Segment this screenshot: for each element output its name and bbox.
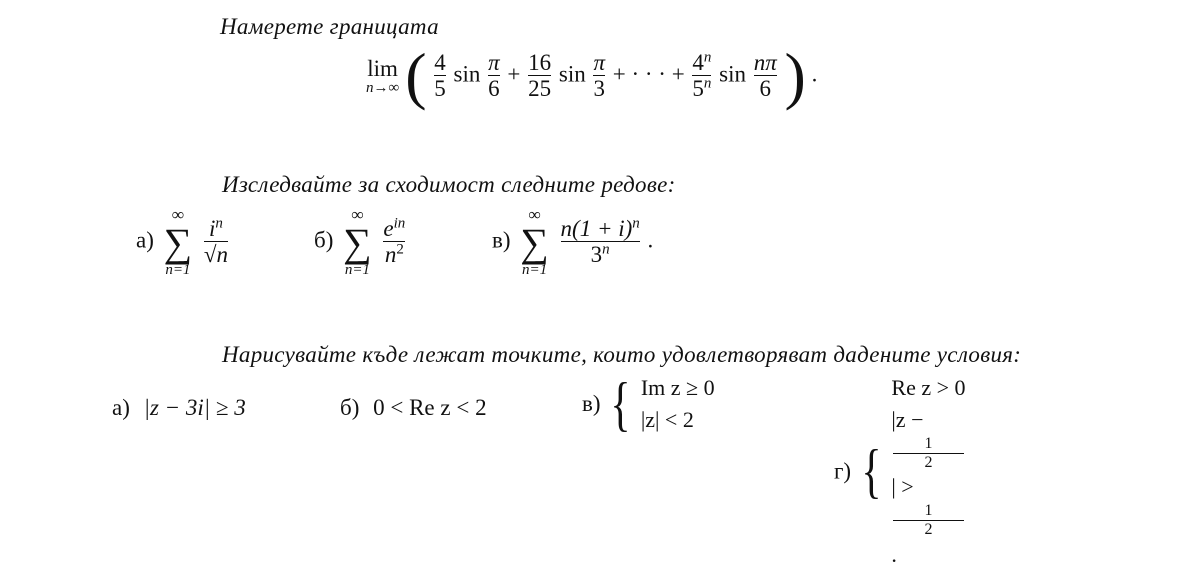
condition-d-label: г) bbox=[834, 458, 852, 484]
plus-1: + bbox=[507, 61, 521, 87]
sin-2: sin bbox=[558, 61, 586, 87]
sin-3: sin bbox=[719, 61, 747, 87]
condition-b bbox=[340, 395, 487, 421]
condition-a bbox=[112, 395, 246, 421]
series-c-label: в) bbox=[492, 227, 511, 253]
lim-word: lim bbox=[367, 55, 398, 81]
condition-c bbox=[582, 372, 715, 436]
limit-formula bbox=[366, 40, 818, 111]
lim-operator bbox=[366, 56, 399, 96]
system-d bbox=[891, 372, 965, 571]
left-brace-d: { bbox=[861, 438, 882, 505]
series-a bbox=[136, 206, 230, 278]
condition-d bbox=[834, 372, 966, 571]
lim-subscript: n→∞ bbox=[366, 80, 400, 97]
sum-symbol-b: ∞ ∑ n=1 bbox=[343, 205, 372, 278]
series-a-term: $\frac{i^n}{√n}$ bbox=[203, 215, 229, 267]
series-a-label: а) bbox=[136, 227, 154, 253]
problem3-heading: Нарисувайте къде лежат точките, които удовлетворяват дадените условия: bbox=[222, 342, 1022, 367]
series-b-term: $\frac{e^{in}}{n^2}$ bbox=[383, 215, 406, 267]
left-brace-c: { bbox=[610, 370, 631, 437]
condition-b-expr: 0 < Re z < 2 bbox=[373, 395, 487, 420]
sum-symbol-c: ∞ ∑ n=1 bbox=[520, 205, 549, 278]
problem1-heading: Намерете границата bbox=[220, 14, 439, 39]
series-b bbox=[314, 206, 407, 278]
series-c bbox=[492, 206, 653, 278]
condition-a-expr: |z − 3i| ≥ 3 bbox=[143, 395, 246, 420]
system-c-line1: Im z ≥ 0 bbox=[640, 375, 715, 400]
term1-coef: $\frac{4}{5}$ bbox=[434, 49, 446, 101]
term3-arg: $\frac{n\pi}{6}$ bbox=[753, 49, 777, 101]
left-paren: ( bbox=[405, 40, 427, 111]
period: . bbox=[811, 61, 818, 87]
system-d-line1: Re z > 0 bbox=[891, 375, 966, 400]
series-b-label: б) bbox=[314, 227, 334, 253]
problem2-heading: Изследвайте за сходимост следните редове: bbox=[222, 172, 676, 197]
sin-1: sin bbox=[453, 61, 481, 87]
sum-symbol-a: ∞ ∑ n=1 bbox=[163, 205, 193, 278]
condition-c-label: в) bbox=[582, 390, 601, 416]
right-paren: ) bbox=[784, 40, 806, 111]
system-d-line2: |z − 1 2 | > 1 2 . bbox=[891, 404, 965, 571]
series-c-term: $\frac{n(1 + i)^n}{3^n}$ bbox=[560, 215, 640, 267]
term2-arg: $\frac{\pi}{3}$ bbox=[593, 49, 605, 101]
term2-coef: $\frac{16}{25}$ bbox=[528, 49, 552, 101]
condition-a-label: а) bbox=[112, 395, 130, 420]
series-c-period: . bbox=[647, 227, 654, 253]
term3-coef: $\frac{4^n}{5^n}$ bbox=[692, 49, 712, 101]
system-c bbox=[641, 372, 715, 436]
ellipsis: + · · · + bbox=[612, 61, 685, 87]
system-c-line2: |z| < 2 bbox=[640, 406, 694, 432]
condition-b-label: б) bbox=[340, 395, 360, 420]
term1-arg: $\frac{\pi}{6}$ bbox=[488, 49, 500, 101]
